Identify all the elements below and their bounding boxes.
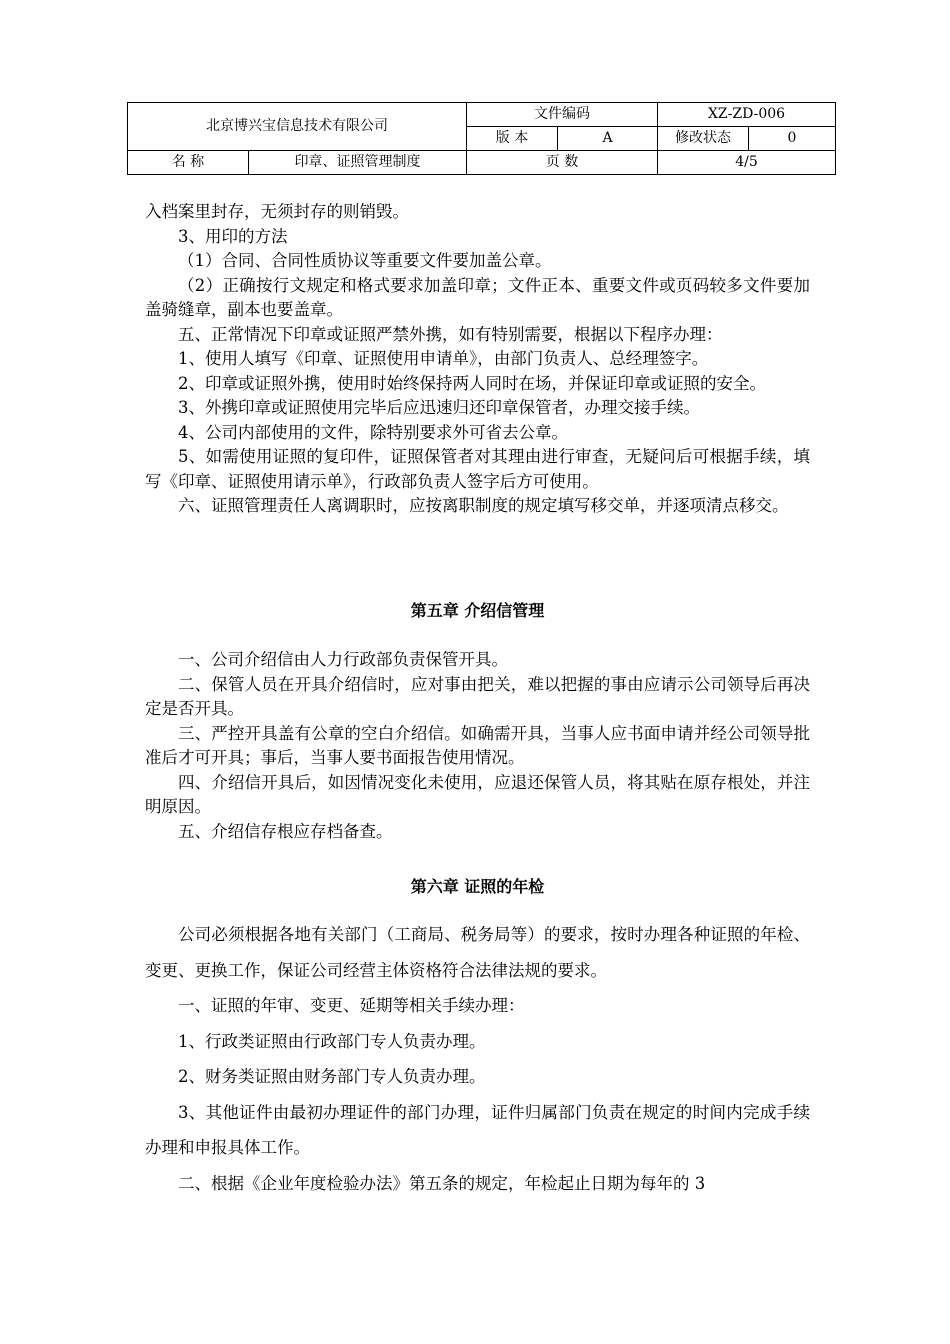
paragraph: 2、财务类证照由财务部门专人负责办理。 xyxy=(178,1067,486,1086)
paragraph: 六、证照管理责任人离调职时，应按离职制度的规定填写移交单，并逐项清点移交。 xyxy=(178,496,789,515)
paragraph: 二、保管人员在开具介绍信时，应对事由把关，难以把握的事由应请示公司领导后再决定是否开具。 xyxy=(145,674,810,718)
paragraph: 3、用印的方法 xyxy=(178,226,288,246)
paragraph: 5、如需使用证照的复印件，证照保管者对其理由进行审查，无疑问后可根据手续，填写《印章、证照使用请示单》，行政部负责人签字后方可使用。 xyxy=(145,447,810,491)
paragraph: 1、行政类证照由行政部门专人负责办理。 xyxy=(178,1031,486,1051)
paragraph: （1）合同、合同性质协议等重要文件要加盖公章。 xyxy=(178,251,552,270)
paragraph: 4、公司内部使用的文件，除特别要求外可省去公章。 xyxy=(178,422,568,442)
paragraph: 公司必须根据各地有关部门（工商局、税务局等）的要求，按时办理各种证照的年检、变更、更换工作，保证公司经营主体资格符合法律法规的要求。 xyxy=(145,925,810,980)
chapter-6-title: 第六章 证照的年检 xyxy=(410,877,545,896)
version-value: A xyxy=(558,127,658,151)
paragraph: 一、公司介绍信由人力行政部负责保管开具。 xyxy=(178,650,508,669)
doc-code-value: XZ-ZD-006 xyxy=(658,103,836,127)
company-name: 北京博兴宝信息技术有限公司 xyxy=(128,103,467,151)
paragraph: 二、根据《企业年度检验办法》第五条的规定，年检起止日期为每年的 3 xyxy=(178,1173,706,1193)
paragraph: 三、严控开具盖有公章的空白介绍信。如确需开具，当事人应书面申请并经公司领导批准后才可开具；事后，当事人要书面报告使用情况。 xyxy=(145,723,810,767)
paragraph: 五、介绍信存根应存档备查。 xyxy=(178,821,393,841)
section-1 xyxy=(145,200,810,519)
revision-label: 修改状态 xyxy=(658,127,749,151)
name-value: 印章、证照管理制度 xyxy=(249,151,467,175)
chapter-5-title: 第五章 介绍信管理 xyxy=(410,601,545,620)
paragraph: 一、证照的年审、变更、延期等相关手续办理： xyxy=(178,996,525,1015)
paragraph: 入档案里封存，无须封存的则销毁。 xyxy=(145,202,409,221)
pages-label: 页 数 xyxy=(467,151,658,175)
paragraph: 3、外携印章或证照使用完毕后应迅速归还印章保管者，办理交接手续。 xyxy=(178,398,700,417)
paragraph: 2、印章或证照外携，使用时始终保持两人同时在场，并保证印章或证照的安全。 xyxy=(178,373,766,393)
name-label: 名 称 xyxy=(128,151,249,175)
version-label: 版 本 xyxy=(467,127,558,151)
pages-value: 4/5 xyxy=(658,151,836,175)
chapter-6-body xyxy=(145,917,810,1201)
paragraph: （2）正确按行文规定和格式要求加盖印章；文件正本、重要文件或页码较多文件要加盖骑缝章，副本也要盖章。 xyxy=(145,275,810,319)
document-header-table xyxy=(127,102,836,175)
chapter-5-body xyxy=(145,648,810,844)
paragraph: 四、介绍信开具后，如因情况变化未使用，应退还保管人员，将其贴在原存根处，并注明原因。 xyxy=(145,772,810,816)
paragraph: 1、使用人填写《印章、证照使用申请单》，由部门负责人、总经理签字。 xyxy=(178,349,709,368)
paragraph: 五、正常情况下印章或证照严禁外携，如有特别需要，根据以下程序办理： xyxy=(178,324,723,344)
revision-value: 0 xyxy=(749,127,836,151)
doc-code-label: 文件编码 xyxy=(467,103,658,127)
paragraph: 3、其他证件由最初办理证件的部门办理，证件归属部门负责在规定的时间内完成手续办理和申报具体工作。 xyxy=(145,1102,810,1157)
